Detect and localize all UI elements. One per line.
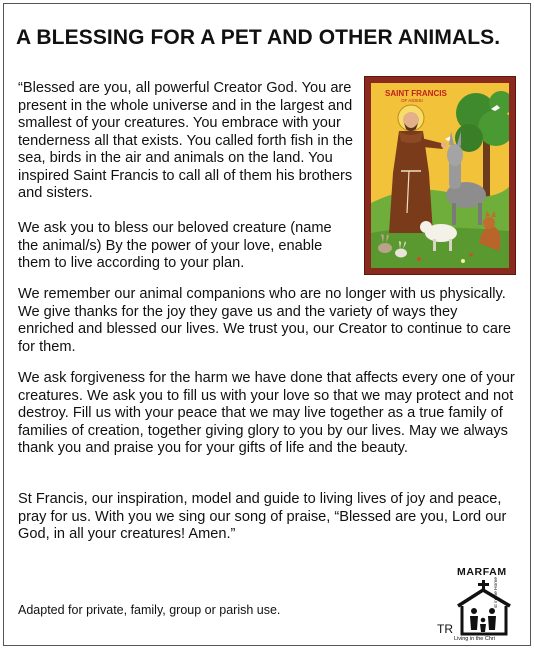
paragraph-2: We ask you to bless our beloved creature (name the animal/s) By the power of your love, enable them to live according to your plan.	[18, 220, 332, 271]
icon-painting	[371, 83, 509, 268]
saint-francis-illustration	[371, 83, 509, 268]
author-initials: TR	[437, 622, 453, 636]
icon-caption: SAINT FRANCIS	[385, 89, 447, 98]
paragraph-1: “Blessed are you, all powerful Creator God. You are present in the whole universe and in the largest and smallest of your creatures. You embrace with your tenderness all that exists. You called forth fish in the sea, birds in the air and animals on the land. You inspired Saint Francis to call all of them his brothers and sisters.	[18, 80, 354, 201]
logo-name: MARFAM	[457, 566, 507, 578]
paragraph-5: St Francis, our inspiration, model and guide to living lives of joy and peace, pray for us. With you we sing our song of praise, “Blessed are you, Lord our God, in all your creatures! Amen.”	[18, 491, 507, 542]
logo-side-text: st in the Home	[494, 577, 499, 608]
icon-subcaption: OF ASSISI	[401, 98, 423, 103]
paragraph-3: We remember our animal companions who are no longer with us physically. We give thanks for the joy they gave us and the variety of ways they enriched and blessed our lives. We trust you, our Creator to continue to care for them.	[18, 286, 511, 355]
page-title: A BLESSING FOR A PET AND OTHER ANIMALS.	[16, 26, 501, 49]
usage-note: Adapted for private, family, group or parish use.	[18, 603, 281, 617]
house-family-icon	[452, 566, 524, 636]
saint-francis-icon-image	[364, 76, 516, 275]
marfam-logo	[452, 566, 524, 644]
paragraph-4: We ask forgiveness for the harm we have done that affects every one of your creatures. We ask you to fill us with your love so that we may protect and not destroy. Fill us with your peace that we may live together as a true family of families of creation, together giving glory to you by our lives. May we always thank you and praise you for your gifts of life and the beauty.	[18, 370, 515, 456]
logo-tagline: Living in the Chri	[454, 636, 495, 642]
